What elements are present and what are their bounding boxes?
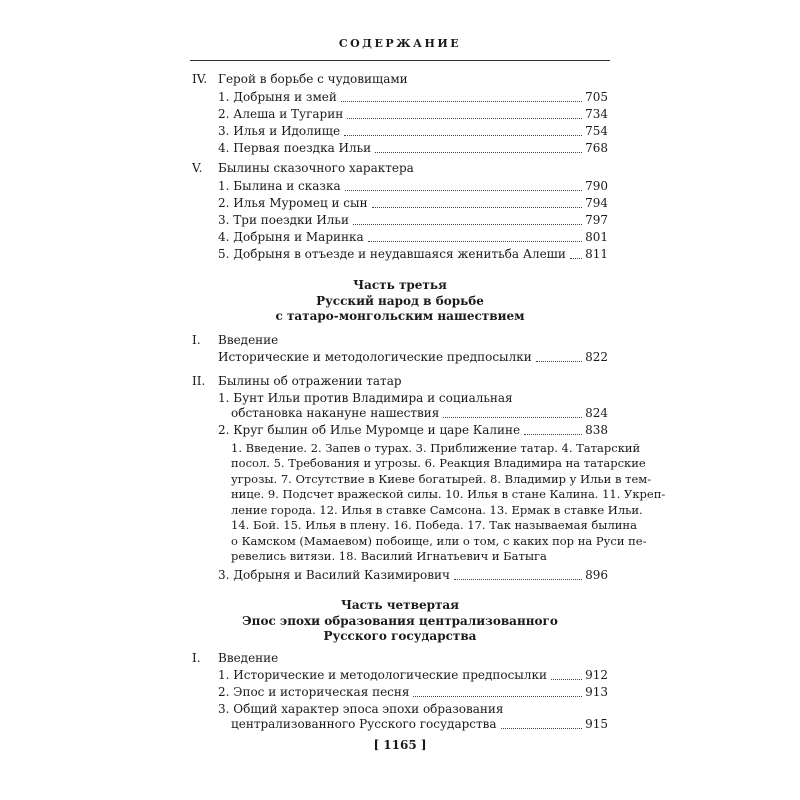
page-number: [ 1165 ] [373, 738, 427, 752]
part-label: Часть четвертая [340, 598, 460, 612]
part-label: Часть третья [353, 278, 447, 292]
section-number: I. [192, 333, 201, 347]
section-number: IV. [192, 72, 208, 86]
toc-entry: 5. Добрыня в отъезде и неудавшаяся женитьба Алеши 811 [218, 247, 608, 261]
toc-entry-line: 1. Бунт Ильи против Владимира и социальная [218, 391, 513, 405]
section-number: II. [192, 374, 206, 388]
toc-entry: обстановка накануне нашествия 824 [231, 406, 608, 420]
section-title: Былины об отражении татар [218, 374, 402, 388]
toc-entry: 1. Добрыня и змей 705 [218, 90, 608, 104]
header-rule [190, 60, 610, 61]
toc-entry: 2. Круг былин об Илье Муромце и царе Калине 838 [218, 423, 608, 437]
toc-entry: 1. Исторические и методологические предпосылки 912 [218, 668, 608, 682]
part-title: Русского государства [323, 629, 477, 643]
toc-entry: централизованного Русского государства 915 [231, 717, 608, 731]
chapter-summary-line: ление города. 12. Илья в ставке Самсона. 13. Ермак в ставке Ильи. [231, 503, 643, 517]
section-number: V. [192, 161, 203, 175]
toc-entry: 3. Илья и Идолище 754 [218, 124, 608, 138]
toc-entry: 2. Эпос и историческая песня 913 [218, 685, 608, 699]
chapter-summary-line: 1. Введение. 2. Запев о турах. 3. Приближение татар. 4. Татарский [231, 441, 641, 455]
section-title: Введение [218, 651, 279, 665]
toc-entry: 3. Добрыня и Василий Казимирович 896 [218, 568, 608, 582]
chapter-summary-line: ревелись витязи. 18. Василий Игнатьевич и Батыга [231, 549, 547, 563]
chapter-summary-line: угрозы. 7. Отсутствие в Киеве богатырей. 8. Владимир у Ильи в тем- [231, 472, 652, 486]
chapter-summary-line: 14. Бой. 15. Илья в плену. 16. Победа. 17. Так называемая былина [231, 518, 637, 532]
toc-entry: 2. Алеша и Тугарин 734 [218, 107, 608, 121]
part-title: Эпос эпохи образования централизованного [242, 614, 558, 628]
toc-entry: 3. Три поездки Ильи 797 [218, 213, 608, 227]
section-title: Введение [218, 333, 279, 347]
toc-entry: 1. Былина и сказка 790 [218, 179, 608, 193]
toc-entry: 4. Первая поездка Ильи 768 [218, 141, 608, 155]
section-number: I. [192, 651, 201, 665]
chapter-summary-line: посол. 5. Требования и угрозы. 6. Реакция Владимира на татарские [231, 456, 646, 470]
toc-entry-line: 3. Общий характер эпоса эпохи образования [218, 702, 504, 716]
running-header: СОДЕРЖАНИЕ [338, 37, 462, 50]
section-title: Былины сказочного характера [218, 161, 414, 175]
chapter-summary-line: нице. 9. Подсчет вражеской силы. 10. Илья в стане Калина. 11. Укреп- [231, 487, 666, 501]
part-title: Русский народ в борьбе [316, 294, 484, 308]
toc-entry: 4. Добрыня и Маринка 801 [218, 230, 608, 244]
toc-entry: Исторические и методологические предпосылки 822 [218, 350, 608, 364]
chapter-summary-line: о Камском (Мамаевом) побоище, или о том, с каких пор на Руси пе- [231, 534, 647, 548]
toc-entry: 2. Илья Муромец и сын 794 [218, 196, 608, 210]
part-title: с татаро-монгольским нашествием [275, 309, 525, 323]
section-title: Герой в борьбе с чудовищами [218, 72, 408, 86]
